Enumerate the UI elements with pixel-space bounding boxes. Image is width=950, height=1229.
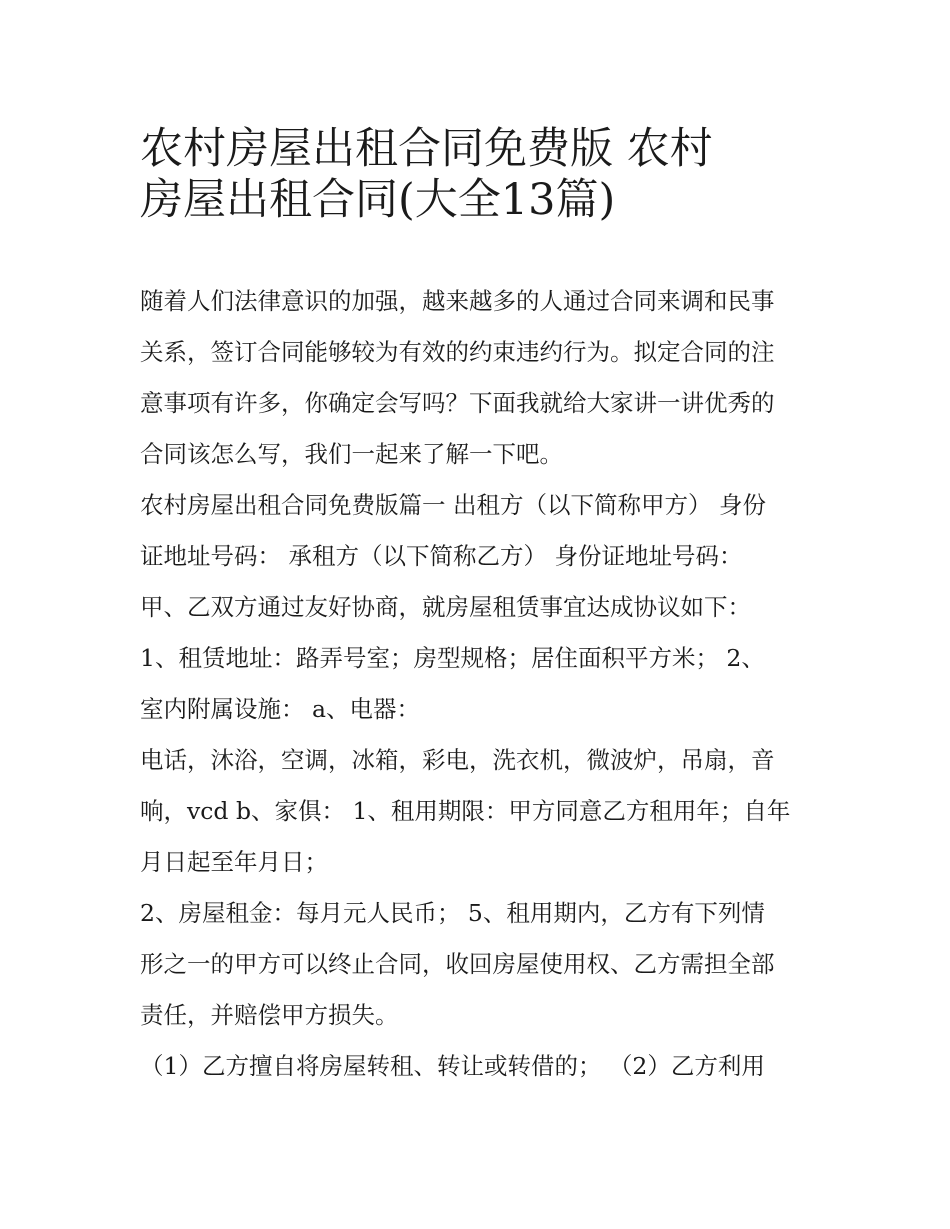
document-title [140, 112, 820, 225]
document-body [140, 276, 820, 1092]
body-line: 农村房屋出租合同免费版篇一 出租方（以下简称甲方） 身份 [140, 491, 766, 519]
body-line: 形之一的甲方可以终止合同，收回房屋使用权、乙方需担全部 [140, 950, 775, 978]
body-line: （1）乙方擅自将房屋转租、转让或转借的； （2）乙方利用 [140, 1052, 765, 1080]
body-line: 1、租赁地址：路弄号室；房型规格；居住面积平方米； 2、 [140, 644, 765, 672]
body-line: 随着人们法律意识的加强，越来越多的人通过合同来调和民事 [140, 287, 775, 315]
body-line: 电话，沐浴，空调，冰箱，彩电，洗衣机，微波炉，吊扇，音 [140, 746, 775, 774]
body-line: 合同该怎么写，我们一起来了解一下吧。 [140, 440, 563, 468]
title-line-2: 房屋出租合同(大全13篇) [140, 175, 616, 225]
title-line-1: 农村房屋出租合同免费版 农村 [140, 124, 713, 174]
body-line: 意事项有许多，你确定会写吗？下面我就给大家讲一讲优秀的 [140, 389, 775, 417]
body-line: 室内附属设施： a、电器： [140, 695, 420, 723]
body-line: 响，vcd b、家俱： 1、租用期限：甲方同意乙方租用年；自年 [140, 797, 791, 825]
body-line: 责任，并赔偿甲方损失。 [140, 1001, 399, 1029]
body-line: 2、房屋租金：每月元人民币； 5、租用期内，乙方有下列情 [140, 899, 765, 927]
body-line: 证地址号码： 承租方（以下简称乙方） 身份证地址号码： [140, 542, 743, 570]
body-line: 关系，签订合同能够较为有效的约束违约行为。拟定合同的注 [140, 338, 775, 366]
body-line: 月日起至年月日； [140, 848, 328, 876]
body-line: 甲、乙双方通过友好协商，就房屋租赁事宜达成协议如下： [140, 593, 751, 621]
